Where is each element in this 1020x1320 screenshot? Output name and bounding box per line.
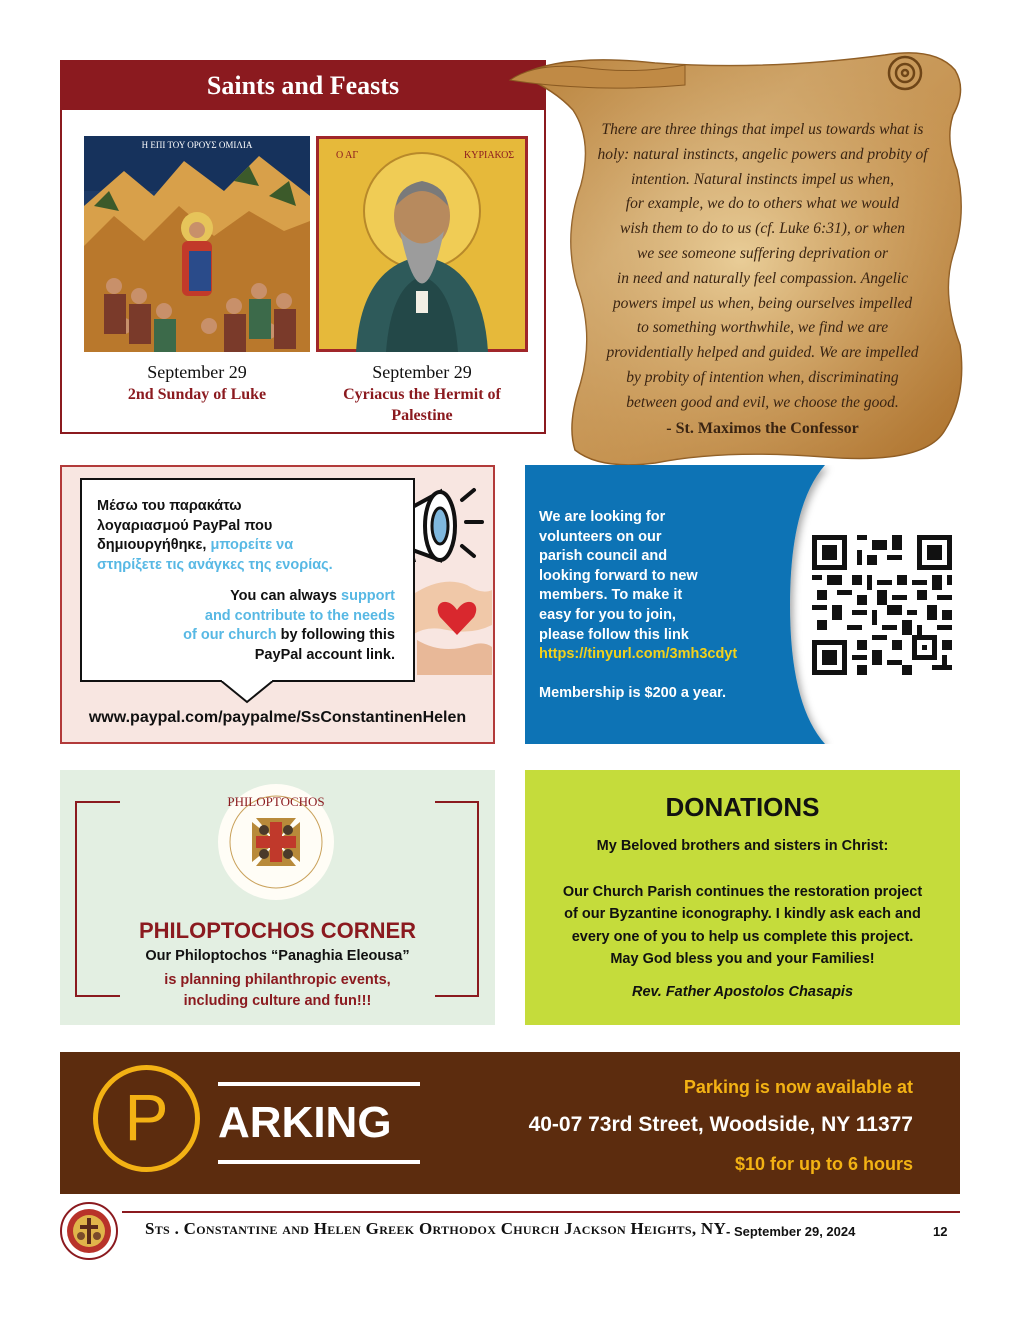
quote-line: in need and naturally feel compassion. Angelic <box>616 269 909 287</box>
volunteer-line: We are looking for <box>539 509 666 525</box>
donations-title: DONATIONS <box>665 792 820 822</box>
paypal-greek-text-part: δημιουργήθηκε, <box>97 537 211 553</box>
saints-feasts-box <box>60 60 546 434</box>
donations-greeting: My Beloved brothers and sisters in Christ: <box>596 838 889 854</box>
donations-signature: Rev. Father Apostolos Chasapis <box>631 984 854 1000</box>
volunteer-line: parish council and <box>539 548 668 565</box>
paypal-eng-highlight: of our church <box>183 627 277 643</box>
quote-line: powers impel us when, being ourselves impelled <box>612 294 913 312</box>
quote-line: to something worthwhile, we find we are <box>636 319 889 337</box>
feast-2-name-line2: Palestine <box>391 407 453 424</box>
paypal-eng-line <box>97 626 395 646</box>
quote-line: between good and evil, we choose the good. <box>626 393 899 411</box>
paypal-eng-text-part: You can always <box>230 588 342 604</box>
volunteer-text <box>539 508 784 704</box>
volunteer-line: easy for you to join, <box>539 606 676 623</box>
quote-line: intention. Natural instincts impel us when, <box>630 170 895 188</box>
footer-rule <box>122 1211 960 1213</box>
paypal-greek-line: Μέσω του παρακάτω <box>97 498 242 514</box>
footer-date: - September 29, 2024 <box>726 1224 856 1239</box>
feast-1-name: 2nd Sunday of Luke <box>127 386 267 403</box>
parking-availability: Parking is now available at <box>683 1077 913 1097</box>
donations-body <box>540 881 945 970</box>
sermon-on-mount-icon <box>84 136 310 352</box>
quote-line: There are three things that impel us towards what is <box>601 121 924 138</box>
feast-2-name-line1: Cyriacus the Hermit of <box>343 386 501 403</box>
parking-p-icon: P <box>93 1065 200 1172</box>
membership-fee: Membership is $200 a year. <box>539 685 726 702</box>
philoptochos-title: PHILOPTOCHOS CORNER <box>138 918 417 943</box>
cyriacus-icon <box>316 136 528 352</box>
philoptochos-line-3: including culture and fun!!! <box>183 993 372 1009</box>
saints-title: Saints and Feasts <box>62 62 544 110</box>
quote-text <box>585 118 940 416</box>
philoptochos-logo-text: PHILOPTOCHOS <box>227 794 325 809</box>
philoptochos-events <box>60 970 495 1012</box>
quote-line: we see someone suffering deprivation or <box>637 244 888 262</box>
paypal-eng-highlight: support <box>341 588 395 604</box>
volunteer-line: looking forward to new <box>539 567 698 584</box>
paypal-link[interactable]: www.paypal.com/paypalme/SsConstantinenHelen <box>88 709 467 726</box>
paypal-eng-highlight: and contribute to the needs <box>204 607 395 624</box>
church-seal-icon <box>60 1202 118 1260</box>
paypal-eng-line: PayPal account link. <box>254 646 395 663</box>
donations-line: of our Byzantine iconography. I kindly ask each and <box>564 906 921 923</box>
sermon-icon-caption: Η ΕΠΙ ΤΟΥ ΟΡΟΥΣ ΟΜΙΛΙΑ <box>141 140 253 150</box>
parking-rule-top <box>218 1082 420 1086</box>
volunteer-line: please follow this link <box>539 626 689 643</box>
parking-rule-bottom <box>218 1160 420 1164</box>
feast-1-date: September 29 <box>147 362 247 382</box>
parking-word: ARKING <box>218 1098 392 1147</box>
donations-line: every one of you to help us complete this project. <box>571 928 914 945</box>
cyriacus-icon-caption-right: ΚΥΡΙΑΚΟΣ <box>464 150 515 161</box>
donations-line: May God bless you and your Families! <box>610 950 875 967</box>
philoptochos-logo <box>212 778 340 906</box>
parking-price: $10 for up to 6 hours <box>734 1154 913 1174</box>
paypal-eng-text-part: by following this <box>276 627 395 643</box>
volunteer-line: members. To make it <box>539 587 683 604</box>
paypal-greek-line: λογαριασμού PayPal που <box>97 517 273 534</box>
paypal-greek-highlight: μπορείτε να <box>210 537 294 553</box>
qr-code[interactable] <box>812 535 952 675</box>
volunteer-line: volunteers on our <box>539 528 662 545</box>
donations-line: Our Church Parish continues the restoration project <box>562 884 923 900</box>
quote-line: holy: natural instincts, angelic powers and probity of <box>597 145 928 163</box>
quote-line: wish them to do to us (cf. Luke 6:31), or when <box>619 220 905 238</box>
paypal-greek-line <box>97 536 387 556</box>
quote-line: providentially helped and guided. We are impelled <box>606 344 919 362</box>
philoptochos-line-2: is planning philanthropic events, <box>164 972 391 988</box>
hands-heart-icon <box>412 555 492 675</box>
quote-line: for example, we do to others what we would <box>625 195 900 213</box>
speech-bubble-tail <box>220 680 274 704</box>
quote-line: by probity of intention when, discriminating <box>626 368 899 386</box>
paypal-greek-highlight: στηρίξετε τις ανάγκες της ενορίας. <box>97 556 333 573</box>
paypal-eng-line <box>97 587 395 607</box>
parking-address: 40-07 73rd Street, Woodside, NY 11377 <box>528 1113 913 1136</box>
paypal-english-text <box>97 587 395 665</box>
quote-author: - St. Maximos the Confessor <box>666 420 859 437</box>
feast-2-date: September 29 <box>372 362 472 382</box>
cyriacus-icon-caption-left: Ο ΑΓ <box>336 150 359 161</box>
philoptochos-line-1: Our Philoptochos “Panaghia Eleousa” <box>145 948 410 964</box>
footer-church-name: Sts . Constantine and Helen Greek Orthodox Church Jackson Heights, NY <box>145 1219 727 1238</box>
page-number: 12 <box>933 1224 948 1239</box>
volunteer-link[interactable]: https://tinyurl.com/3mh3cdyt <box>539 646 738 663</box>
paypal-greek-text <box>97 497 387 575</box>
